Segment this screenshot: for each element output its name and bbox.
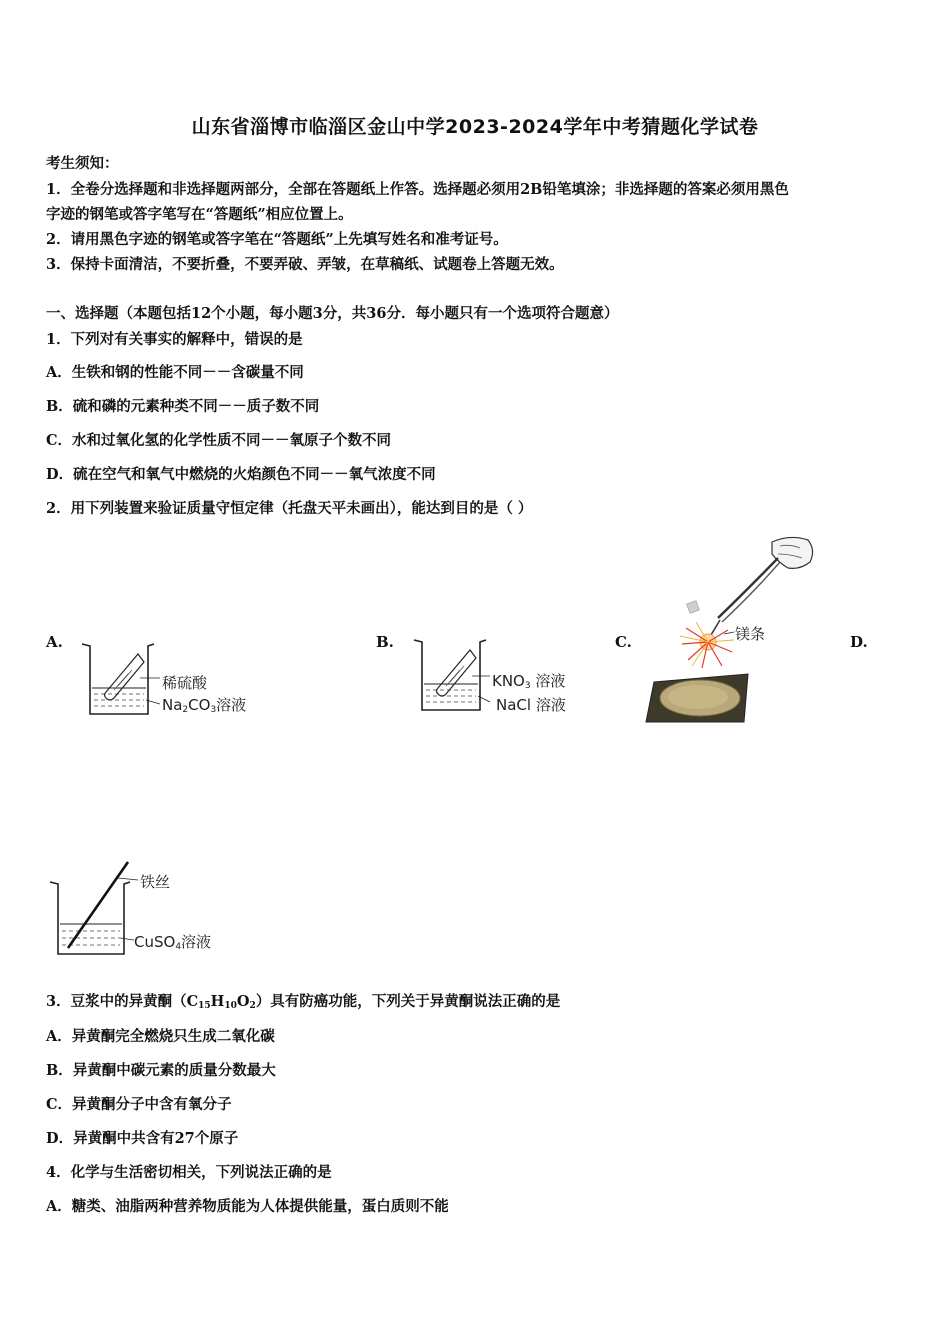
figure-d-label-cuso4: CuSO$_4$溶液	[134, 933, 212, 952]
notice-item: 1．全卷分选择题和非选择题两部分，全部在答题纸上作答。选择题必须用2B铅笔填涂；非选择题的答案必须用黑色	[46, 181, 789, 198]
q2-option-c-letter: C.	[615, 633, 632, 651]
figure-a-label-solution: $Na_2CO_3$溶液	[162, 696, 247, 715]
notice-item: 字迹的钢笔或答字笔写在“答题纸”相应位置上。	[46, 206, 353, 223]
page-title: 山东省淄博市临淄区金山中学2023-2024学年中考猜题化学试卷	[191, 116, 759, 138]
notice-item: 2．请用黑色字迹的钢笔或答字笔在“答题纸”上先填写姓名和准考证号。	[46, 231, 508, 248]
q3-option-c: C．异黄酮分子中含有氧分子	[46, 1096, 232, 1113]
q2-option-a-letter: A.	[46, 633, 63, 651]
notice-heading: 考生须知：	[46, 155, 119, 172]
q2-option-b-letter: B.	[376, 633, 394, 651]
question-1-stem: 1．下列对有关事实的解释中，错误的是	[46, 331, 303, 348]
q1-option-c: C．水和过氧化氢的化学性质不同－－氧原子个数不同	[46, 432, 392, 449]
q3-option-a: A．异黄酮完全燃烧只生成二氧化碳	[46, 1028, 275, 1045]
section-heading: 一、选择题（本题包括12个小题，每小题3分，共36分．每小题只有一个选项符合题意）	[46, 305, 619, 322]
question-2-stem: 2．用下列装置来验证质量守恒定律（托盘天平未画出），能达到目的是（ ）	[46, 500, 533, 517]
figure-c-label-magnesium: 镁条	[735, 625, 766, 643]
figure-b-label-kno3: $KNO_3$ 溶液	[492, 672, 566, 691]
q2-option-d-letter: D.	[850, 633, 868, 651]
q1-option-d: D．硫在空气和氧气中燃烧的火焰颜色不同－－氧气浓度不同	[46, 466, 436, 483]
figure-d-label-iron: 铁丝	[140, 873, 171, 891]
notice-item: 3．保持卡面清洁，不要折叠，不要弄破、弄皱，在草稿纸、试题卷上答题无效。	[46, 256, 564, 273]
q4-option-a: A．糖类、油脂两种营养物质能为人体提供能量，蛋白质则不能	[46, 1198, 449, 1215]
question-3-stem: 3．豆浆中的异黄酮$(C_{15}H_{10}O_2)$具有防癌功能，下列关于异黄酮说法正确的是	[46, 993, 561, 1011]
q3-option-d: D．异黄酮中共含有27个原子	[46, 1130, 239, 1147]
figure-b-label-nacl: NaCl 溶液	[496, 696, 566, 714]
beaker-b-figure	[410, 636, 500, 716]
beaker-d-figure	[46, 860, 146, 960]
q3-option-b: B．异黄酮中碳元素的质量分数最大	[46, 1062, 276, 1079]
q1-option-a: A．生铁和钢的性能不同－－含碳量不同	[46, 364, 304, 381]
beaker-a-figure	[78, 640, 158, 720]
question-4-stem: 4．化学与生活密切相关，下列说法正确的是	[46, 1164, 332, 1181]
q1-option-b: B．硫和磷的元素种类不同－－质子数不同	[46, 398, 320, 415]
figure-a-label-acid: 稀硫酸	[162, 674, 208, 692]
